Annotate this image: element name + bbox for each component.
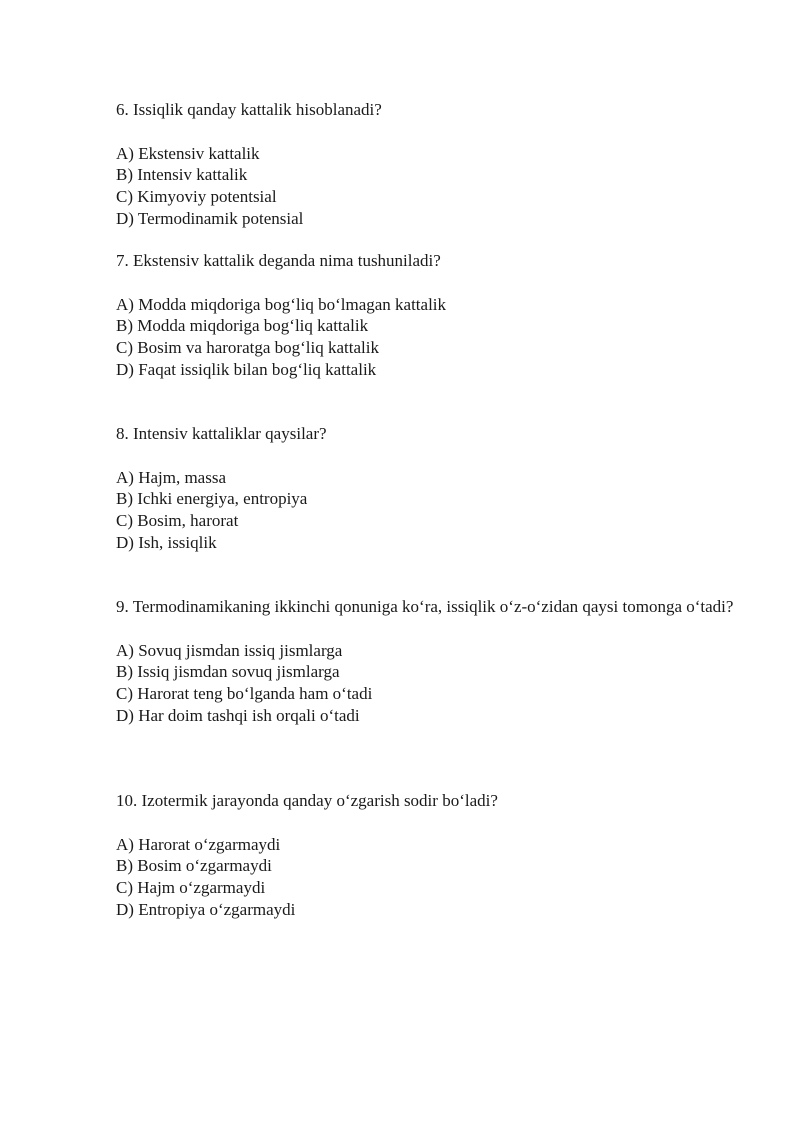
option-a: A) Hajm, massa <box>116 467 227 487</box>
option-b: B) Issiq jismdan sovuq jismlarga <box>116 662 340 682</box>
question-9 <box>116 596 756 727</box>
option-a: A) Sovuq jismdan issiq jismlarga <box>116 640 343 660</box>
option-b: B) Modda miqdoriga bog‘liq kattalik <box>116 316 369 336</box>
answer-options <box>116 834 756 921</box>
question-text: 8. Intensiv kattaliklar qaysilar? <box>116 424 327 443</box>
option-c: C) Harorat teng bo‘lganda ham o‘tadi <box>116 684 373 704</box>
option-d: D) Ish, issiqlik <box>116 532 217 552</box>
option-d: D) Entropiya o‘zgarmaydi <box>116 899 296 919</box>
option-a: A) Harorat o‘zgarmaydi <box>116 834 281 854</box>
answer-options <box>116 294 756 381</box>
option-d: D) Faqat issiqlik bilan bog‘liq kattalik <box>116 359 377 379</box>
question-text: 7. Ekstensiv kattalik deganda nima tushuniladi? <box>116 251 441 270</box>
question-7 <box>116 250 756 381</box>
answer-options <box>116 467 756 554</box>
option-b: B) Ichki energiya, entropiya <box>116 489 308 509</box>
option-b: B) Intensiv kattalik <box>116 165 248 185</box>
question-text: 9. Termodinamikaning ikkinchi qonuniga ko‘ra, issiqlik o‘z-o‘zidan qaysi tomonga o‘tadi? <box>116 597 734 616</box>
answer-options <box>116 143 756 230</box>
option-d: D) Termodinamik potensial <box>116 208 304 228</box>
answer-options <box>116 640 756 727</box>
option-c: C) Hajm o‘zgarmaydi <box>116 878 266 898</box>
question-10 <box>116 790 756 921</box>
option-c: C) Bosim va haroratga bog‘liq kattalik <box>116 338 379 358</box>
question-8 <box>116 423 756 554</box>
question-text: 10. Izotermik jarayonda qanday o‘zgarish sodir bo‘ladi? <box>116 791 498 810</box>
option-b: B) Bosim o‘zgarmaydi <box>116 856 272 876</box>
option-c: C) Kimyoviy potentsial <box>116 187 277 207</box>
option-a: A) Modda miqdoriga bog‘liq bo‘lmagan kattalik <box>116 294 447 314</box>
option-c: C) Bosim, harorat <box>116 511 239 531</box>
question-text: 6. Issiqlik qanday kattalik hisoblanadi? <box>116 100 382 119</box>
option-a: A) Ekstensiv kattalik <box>116 143 260 163</box>
option-d: D) Har doim tashqi ish orqali o‘tadi <box>116 705 360 725</box>
question-6 <box>116 99 756 230</box>
